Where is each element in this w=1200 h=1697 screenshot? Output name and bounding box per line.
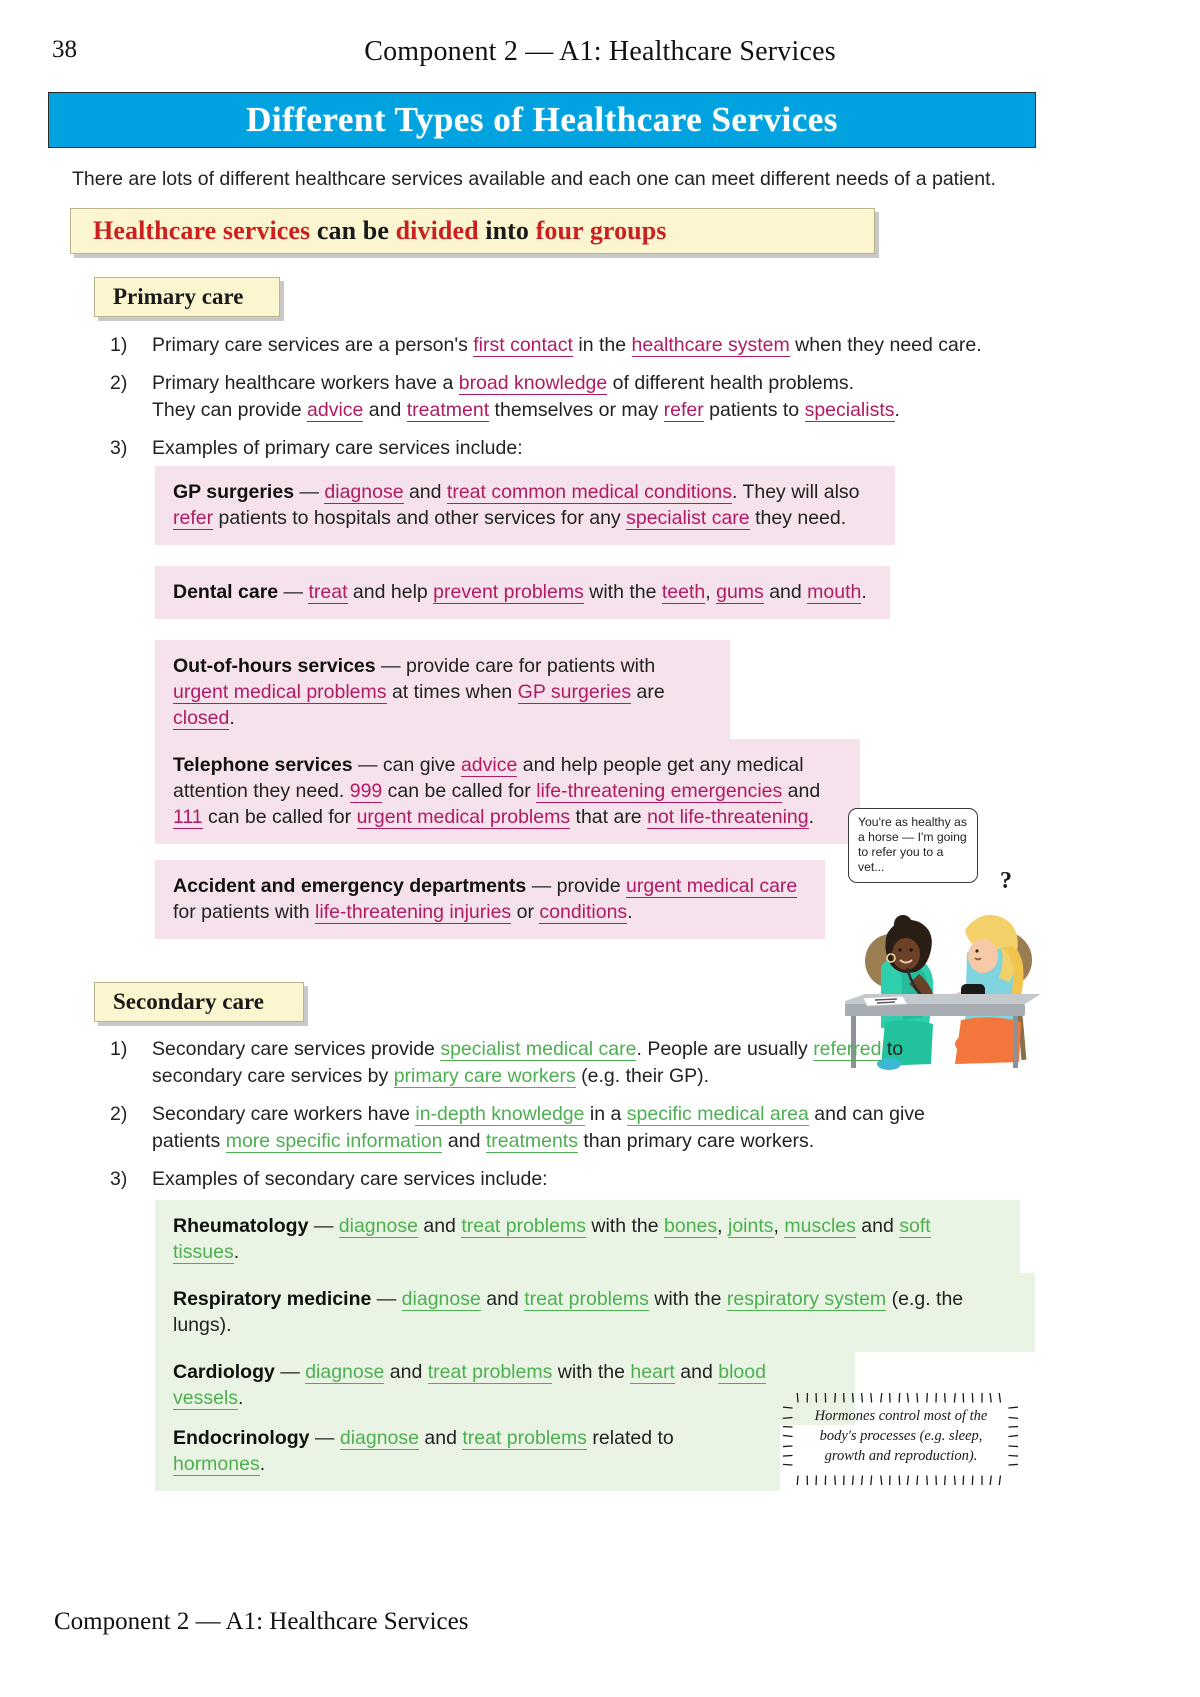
keyword-highlight: refer <box>663 399 704 421</box>
body-text: Primary healthcare workers have a <box>152 372 459 394</box>
body-text: (e.g. their GP). <box>575 1065 710 1087</box>
example-title: GP surgeries <box>173 481 295 503</box>
doctor-patient-illustration <box>845 808 1045 1073</box>
example-box-endocrinology <box>155 1412 780 1491</box>
example-title: Rheumatology <box>173 1215 309 1237</box>
body-text: than primary care workers. <box>577 1130 815 1152</box>
body-text: and <box>417 1215 462 1237</box>
keyword-highlight: diagnose <box>401 1288 481 1310</box>
body-text: at times when <box>386 681 518 703</box>
example-title: Endocrinology <box>173 1427 310 1449</box>
section-title-text: Different Types of Healthcare Services <box>246 100 838 139</box>
body-text: . <box>233 1241 240 1263</box>
keyword-highlight: urgent medical problems <box>173 681 387 703</box>
keyword-highlight: referred <box>813 1038 882 1060</box>
keyword-highlight: diagnose <box>338 1215 418 1237</box>
body-text: — can give <box>352 754 461 776</box>
example-title: Dental care <box>173 581 279 603</box>
example-box-rheumatology <box>155 1200 1020 1279</box>
keyword-highlight: broad knowledge <box>458 372 608 394</box>
statement-part-3: divided <box>395 216 479 245</box>
example-title: Out-of-hours services <box>173 655 376 677</box>
body-text: , <box>717 1215 728 1237</box>
page-number: 38 <box>52 36 77 63</box>
keyword-highlight: diagnose <box>324 481 404 503</box>
secondary-care-heading-text: Secondary care <box>113 989 264 1014</box>
keyword-highlight: respiratory system <box>726 1288 887 1310</box>
list-item-number: 1) <box>110 1038 128 1060</box>
body-text: and help <box>347 581 434 603</box>
body-text: . <box>259 1453 266 1475</box>
example-title: Cardiology <box>173 1361 275 1383</box>
keyword-highlight: healthcare system <box>631 334 790 356</box>
body-text: they need. <box>749 507 847 529</box>
body-text: — <box>274 1361 306 1383</box>
body-text: with the <box>648 1288 727 1310</box>
keyword-highlight: life-threatening emergencies <box>536 780 783 802</box>
keyword-highlight: more specific information <box>225 1130 443 1152</box>
keyword-highlight: GP surgeries <box>517 681 632 703</box>
list-item-text <box>152 370 900 424</box>
body-text: and <box>442 1130 486 1152</box>
numbered-list-item <box>110 332 1010 359</box>
body-text: with the <box>552 1361 631 1383</box>
keyword-highlight: mouth <box>807 581 862 603</box>
body-text: . <box>238 1387 244 1409</box>
body-text: themselves or may <box>489 399 664 421</box>
body-text: Primary care services are a person's <box>152 334 474 356</box>
example-box-accident-emergency <box>155 860 825 939</box>
keyword-highlight: specialist medical care <box>440 1038 637 1060</box>
list-item-number: 2) <box>110 372 128 394</box>
body-text: related to <box>587 1427 674 1449</box>
list-item-text <box>152 435 523 462</box>
keyword-highlight: refer <box>173 507 214 529</box>
body-text: Examples of primary care services include: <box>152 437 523 459</box>
body-text: or <box>511 901 540 923</box>
body-text: and <box>403 481 447 503</box>
keyword-highlight: life-threatening injuries <box>314 901 512 923</box>
list-item-number: 3) <box>110 1168 128 1190</box>
body-text: with the <box>585 1215 664 1237</box>
numbered-list-item <box>110 1101 930 1155</box>
body-text: They can provide <box>152 399 308 421</box>
body-text: . They will also <box>731 481 860 503</box>
keyword-highlight: conditions <box>539 901 628 923</box>
body-text: can be called for <box>202 806 357 828</box>
secondary-care-list <box>110 1036 930 1204</box>
keyword-highlight: in-depth knowledge <box>415 1103 585 1125</box>
list-item-number: 2) <box>110 1103 128 1125</box>
keyword-highlight: treat problems <box>461 1215 586 1237</box>
example-title: Accident and emergency departments <box>173 875 527 897</box>
body-text: — provide care for patients with <box>375 655 656 677</box>
keyword-highlight: treatments <box>485 1130 578 1152</box>
body-text: . <box>894 399 900 421</box>
example-title: Respiratory medicine <box>173 1288 372 1310</box>
numbered-list-item <box>110 1036 930 1090</box>
hand-drawn-note <box>783 1393 1018 1485</box>
keyword-highlight: teeth <box>661 581 706 603</box>
intro-paragraph: There are lots of different healthcare services available and each one can meet different needs of a patient. <box>72 168 996 190</box>
body-text: and <box>363 399 407 421</box>
question-mark-glyph: ? <box>1000 868 1012 894</box>
body-text: Secondary care workers have <box>152 1103 416 1125</box>
statement-part-5: four groups <box>535 216 667 245</box>
numbered-list-item <box>110 1166 930 1193</box>
list-item-text <box>152 332 982 359</box>
body-text: that are <box>570 806 648 828</box>
body-text: , <box>705 581 717 603</box>
keyword-highlight: muscles <box>784 1215 856 1237</box>
body-text: and can give patients <box>152 1103 925 1152</box>
body-text: can be called for <box>382 780 537 802</box>
body-text: and <box>480 1288 525 1310</box>
keyword-highlight: treat <box>308 581 348 603</box>
body-text: . People are usually <box>636 1038 814 1060</box>
statement-part-2: can be <box>310 216 396 245</box>
list-item-number: 3) <box>110 437 128 459</box>
body-text: to secondary care services by <box>152 1038 904 1087</box>
keyword-highlight: urgent medical problems <box>356 806 571 828</box>
body-text: of different health problems. <box>607 372 855 394</box>
body-text: . <box>627 901 633 923</box>
keyword-highlight: specialist care <box>626 507 750 529</box>
body-text: . <box>229 707 235 729</box>
statement-part-1: Healthcare services <box>93 216 311 245</box>
keyword-highlight: treat problems <box>462 1427 588 1449</box>
keyword-highlight: gums <box>716 581 764 603</box>
keyword-highlight: treat problems <box>524 1288 649 1310</box>
keyword-highlight: blood vessels <box>173 1361 766 1409</box>
keyword-highlight: 999 <box>349 780 383 802</box>
keyword-highlight: first contact <box>473 334 573 356</box>
keyword-highlight: advice <box>460 754 518 776</box>
body-text: (e.g. the lungs). <box>173 1288 964 1336</box>
body-text: — <box>371 1288 402 1310</box>
body-text: — provide <box>526 875 626 897</box>
body-text: patients to hospitals and other services for any <box>213 507 627 529</box>
keyword-highlight: specific medical area <box>626 1103 809 1125</box>
body-text: and <box>674 1361 719 1383</box>
body-text: and <box>782 780 821 802</box>
body-text: and <box>763 581 808 603</box>
keyword-highlight: treat common medical conditions <box>446 481 732 503</box>
secondary-care-heading-box <box>94 982 304 1022</box>
body-text: — <box>309 1427 340 1449</box>
example-box-out-of-hours <box>155 640 730 745</box>
example-box-telephone-services <box>155 739 860 844</box>
example-box-gp-surgeries <box>155 466 895 545</box>
keyword-highlight: 111 <box>173 806 203 828</box>
primary-care-list <box>110 332 1010 473</box>
body-text: — <box>294 481 325 503</box>
list-item-text <box>152 1036 930 1090</box>
keyword-highlight: diagnose <box>339 1427 419 1449</box>
keyword-highlight: not life-threatening <box>647 806 809 828</box>
keyword-highlight: soft tissues <box>173 1215 931 1263</box>
keyword-highlight: primary care workers <box>393 1065 576 1087</box>
body-text: in the <box>572 334 632 356</box>
body-text: are <box>631 681 665 703</box>
keyword-highlight: urgent medical care <box>626 875 798 897</box>
keyword-highlight: advice <box>307 399 364 421</box>
primary-care-heading-text: Primary care <box>113 284 244 309</box>
list-item-text <box>152 1101 930 1155</box>
keyword-highlight: hormones <box>173 1453 260 1475</box>
keyword-highlight: heart <box>630 1361 675 1383</box>
statement-banner <box>70 208 875 254</box>
body-text: . <box>861 581 867 603</box>
body-text: for patients with <box>173 901 315 923</box>
statement-part-4: into <box>478 216 536 245</box>
body-text: Secondary care services provide <box>152 1038 441 1060</box>
keyword-highlight: treat problems <box>427 1361 553 1383</box>
body-text: — <box>308 1215 339 1237</box>
keyword-highlight: treatment <box>406 399 490 421</box>
keyword-highlight: bones <box>664 1215 718 1237</box>
keyword-highlight: joints <box>727 1215 774 1237</box>
section-title-banner <box>48 92 1036 148</box>
page-footer-title: Component 2 — A1: Healthcare Services <box>54 1608 469 1635</box>
body-text: when they need care. <box>789 334 982 356</box>
keyword-highlight: specialists <box>804 399 895 421</box>
numbered-list-item <box>110 370 1010 424</box>
list-item-number: 1) <box>110 334 128 356</box>
body-text: in a <box>584 1103 627 1125</box>
example-box-respiratory-medicine <box>155 1273 1035 1352</box>
keyword-highlight: closed <box>173 707 230 729</box>
body-text: — <box>278 581 309 603</box>
body-text: and <box>855 1215 900 1237</box>
body-text: patients to <box>703 399 805 421</box>
numbered-list-item <box>110 435 1010 462</box>
keyword-highlight: prevent problems <box>433 581 584 603</box>
statement-text <box>93 216 667 246</box>
body-text: and <box>384 1361 428 1383</box>
body-text: . <box>808 806 815 828</box>
body-text: Examples of secondary care services include: <box>152 1168 548 1190</box>
body-text: with the <box>583 581 662 603</box>
page-header-title: Component 2 — A1: Healthcare Services <box>364 36 836 67</box>
example-title: Telephone services <box>173 754 353 776</box>
hand-note-text: Hormones control most of the body's processes (e.g. sleep, growth and reproduction). <box>814 1408 988 1464</box>
speech-bubble: You're as healthy as a horse — I'm going to refer you to a vet... <box>848 808 978 883</box>
primary-care-heading-box <box>94 277 280 317</box>
body-text: and help people get any medical attention they need. <box>173 754 804 802</box>
body-text: , <box>773 1215 785 1237</box>
body-text: and <box>419 1427 463 1449</box>
list-item-text <box>152 1166 548 1193</box>
keyword-highlight: diagnose <box>305 1361 385 1383</box>
example-box-dental-care <box>155 566 890 619</box>
